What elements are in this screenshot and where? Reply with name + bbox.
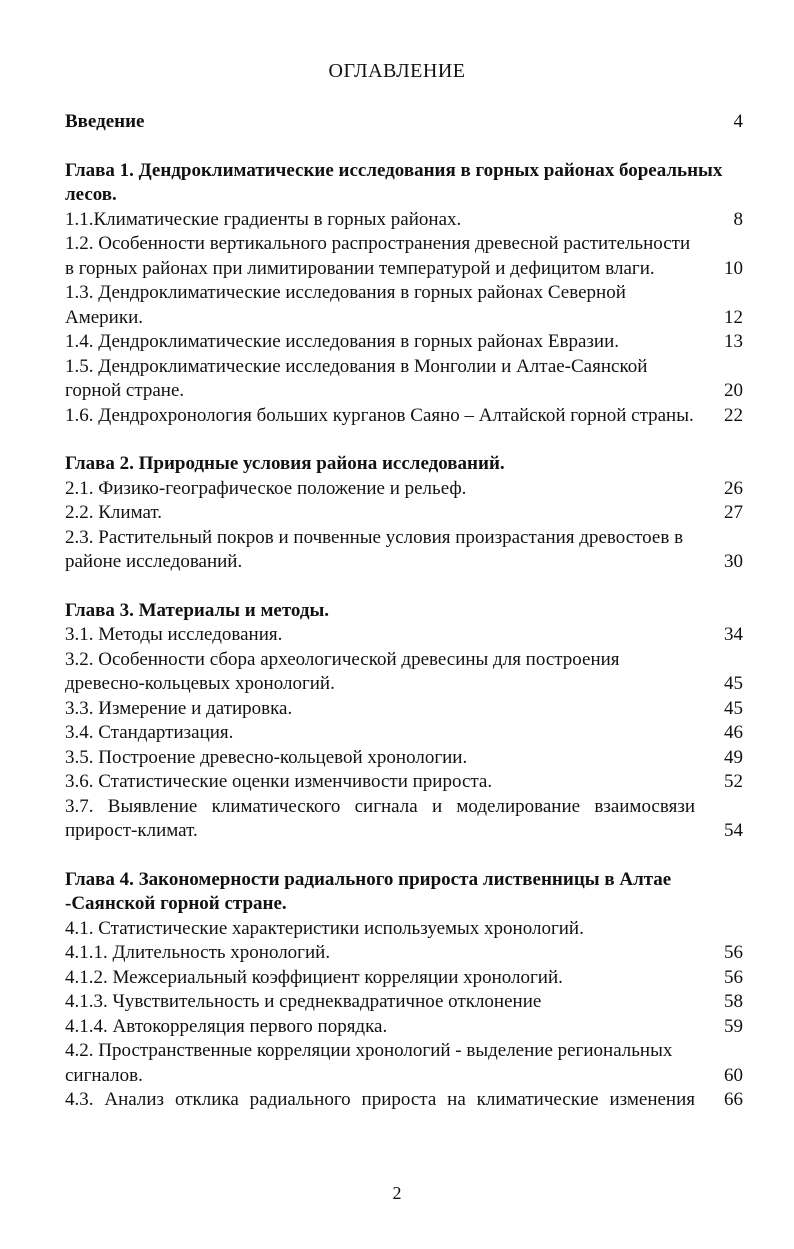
toc-entry-page: 52 <box>724 771 743 792</box>
chapter-heading-text: Глава 3. Материалы и методы. <box>65 599 330 621</box>
toc-entry <box>65 355 743 404</box>
toc-entry-page: 10 <box>724 257 743 279</box>
toc-entry-title: 4.3. Анализ отклика радиального прироста на климатические изменения <box>65 1089 695 1110</box>
toc-entry <box>65 941 743 966</box>
toc-entry <box>65 281 743 330</box>
toc-entry <box>65 990 743 1015</box>
toc-entry-page: 22 <box>724 404 743 426</box>
toc-chapter <box>65 452 743 575</box>
toc-entry-page: 27 <box>724 502 743 523</box>
toc-entry <box>65 404 743 429</box>
toc-entry-title: 1.3. Дендроклиматические исследования в горных районах Северной Америки. <box>65 282 626 328</box>
toc-entry-title: 3.2. Особенности сбора археологической древесины для построения древесно-кольцевых хронологий. <box>65 648 620 694</box>
toc-entry-title: 3.6. Статистические оценки изменчивости прироста. <box>65 771 493 792</box>
toc-entry-page: 54 <box>724 820 743 841</box>
toc-entry-page: 20 <box>724 380 743 401</box>
toc-entry-page: 26 <box>724 477 743 499</box>
toc-entry <box>65 232 743 281</box>
toc-entry-title: 4.1.4. Автокорреляция первого порядка. <box>65 1015 388 1037</box>
toc-entry <box>65 110 743 135</box>
toc-intro <box>65 110 743 135</box>
page-title: ОГЛАВЛЕНИЕ <box>328 60 466 82</box>
toc-chapter <box>65 868 743 1113</box>
toc-entry <box>65 330 743 355</box>
toc-entry-title: Введение <box>65 111 145 132</box>
toc-entry <box>65 623 743 648</box>
toc-entry <box>65 795 743 844</box>
toc-entry <box>65 526 743 575</box>
toc-entry-title: 2.1. Физико-географическое положение и рельеф. <box>65 477 467 499</box>
toc-entry-title: 3.3. Измерение и датировка. <box>65 697 293 719</box>
toc-chapters <box>65 159 743 1113</box>
toc-entry-page: 34 <box>724 624 743 645</box>
toc-entry-title: 4.2. Пространственные корреляции хронологий - выделение региональных сигналов. <box>65 1040 673 1086</box>
toc-entry-title: 2.3. Растительный покров и почвенные условия произрастания древостоев в районе исследований. <box>65 526 684 572</box>
toc-entry-page: 49 <box>724 746 743 768</box>
toc-entry-page: 59 <box>724 1015 743 1037</box>
toc-entry-page: 12 <box>724 306 743 328</box>
chapter-heading-text: Глава 1. Дендроклиматические исследования в горных районах бореальных лесов. <box>65 159 723 205</box>
toc-entry-title: 4.1.2. Межсериальный коэффициент корреляции хронологий. <box>65 966 563 988</box>
toc-entry-title: 4.1. Статистические характеристики используемых хронологий. <box>65 917 584 939</box>
chapter-heading-text: Глава 2. Природные условия района исследований. <box>65 453 505 474</box>
toc-entry-title: 3.7. Выявление климатического сигнала и моделирование взаимосвязи прирост-климат. <box>65 795 695 841</box>
toc-entry-title: 1.4. Дендроклиматические исследования в горных районах Евразии. <box>65 331 619 352</box>
table-of-contents <box>65 110 743 1137</box>
toc-entry-title: 2.2. Климат. <box>65 502 163 523</box>
page-number: 2 <box>392 1183 402 1203</box>
toc-entry <box>65 477 743 502</box>
toc-entry <box>65 501 743 526</box>
toc-entry-page: 13 <box>724 331 743 352</box>
toc-entry-page: 46 <box>724 722 743 743</box>
toc-entry-page: 4 <box>733 111 743 132</box>
toc-entry <box>65 917 743 942</box>
toc-entry <box>65 770 743 795</box>
toc-entry-page: 60 <box>724 1064 743 1086</box>
toc-entry-title: 4.1.3. Чувствительность и среднеквадратичное отклонение <box>65 991 542 1012</box>
toc-entry-page: 8 <box>733 208 743 230</box>
toc-entry-title: 1.1.Климатические градиенты в горных районах. <box>65 208 462 230</box>
chapter-heading <box>65 599 743 624</box>
toc-entry <box>65 697 743 722</box>
chapter-heading <box>65 159 743 208</box>
toc-entry <box>65 966 743 991</box>
toc-entry-page: 45 <box>724 673 743 694</box>
toc-entry-page: 30 <box>724 551 743 572</box>
toc-entry-page: 66 <box>724 1089 743 1110</box>
toc-entry-title: 3.5. Построение древесно-кольцевой хронологии. <box>65 746 468 768</box>
toc-entry-page: 56 <box>724 942 743 963</box>
toc-entry-title: 4.1.1. Длительность хронологий. <box>65 942 331 963</box>
toc-entry-page: 58 <box>724 991 743 1012</box>
toc-chapter <box>65 159 743 429</box>
toc-entry <box>65 648 743 697</box>
toc-entry-page: 56 <box>724 966 743 988</box>
toc-entry-page: 45 <box>724 697 743 719</box>
chapter-heading-text: Глава 4. Закономерности радиального прироста лиственницы в Алтае -Саянской горной стране. <box>65 868 672 914</box>
toc-entry <box>65 208 743 233</box>
toc-entry <box>65 1039 743 1088</box>
toc-entry-title: 1.2. Особенности вертикального распространения древесной растительности в горных районах при лимитировании температурой и дефицитом влаги. <box>65 233 691 279</box>
toc-entry-title: 1.5. Дендроклиматические исследования в Монголии и Алтае-Саянской горной стране. <box>65 355 648 401</box>
chapter-heading <box>65 868 743 917</box>
toc-chapter <box>65 599 743 844</box>
toc-entry-title: 3.4. Стандартизация. <box>65 722 234 743</box>
toc-entry <box>65 721 743 746</box>
chapter-heading <box>65 452 743 477</box>
toc-entry-title: 1.6. Дендрохронология больших курганов Саяно – Алтайской горной страны. <box>65 404 694 426</box>
toc-entry <box>65 746 743 771</box>
toc-entry <box>65 1088 743 1113</box>
toc-entry-title: 3.1. Методы исследования. <box>65 624 283 645</box>
toc-entry <box>65 1015 743 1040</box>
